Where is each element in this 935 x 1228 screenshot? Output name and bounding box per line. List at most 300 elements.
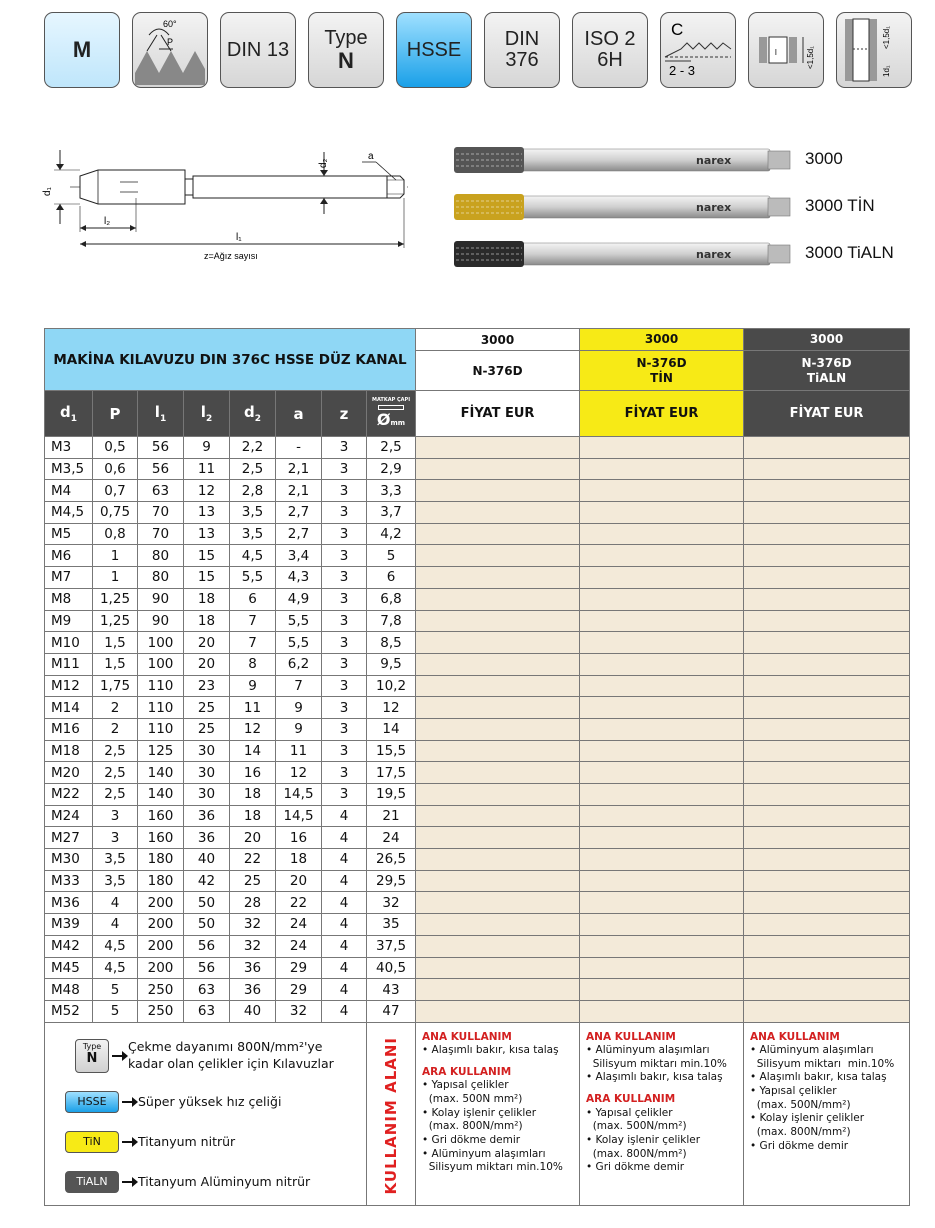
table-row (45, 935, 910, 957)
table-cell: 14,5 (276, 784, 322, 806)
table-cell: 2,1 (276, 458, 322, 480)
drill-unit: mm (390, 418, 406, 427)
table-cell: 2,7 (276, 523, 322, 545)
price-cell (416, 805, 580, 827)
usage-section-title: ARA KULLANIM (586, 1093, 676, 1106)
drill-header-text: MATKAP ÇAPI (371, 397, 411, 404)
usage-line: Silisyum miktarı min.10% (750, 1057, 895, 1070)
table-cell: 11 (184, 458, 230, 480)
table-cell: 4 (93, 892, 138, 914)
col-header-d2-main: d (243, 403, 255, 421)
table-row (45, 892, 910, 914)
table-cell: 25 (230, 870, 276, 892)
usage-line: • Alaşımlı bakır, kısa talaş (586, 1071, 723, 1084)
table-cell: 1,5 (93, 632, 138, 654)
table-cell: 30 (184, 784, 230, 806)
table-cell: M20 (45, 762, 93, 784)
badge-type (308, 12, 384, 88)
table-cell: M48 (45, 979, 93, 1001)
table-cell: 23 (184, 675, 230, 697)
table-cell: 200 (138, 892, 184, 914)
table-row (45, 458, 910, 480)
table-cell: 3 (322, 697, 367, 719)
price-cell (416, 502, 580, 524)
col-header-d1-main: d (59, 403, 71, 421)
dim-l1-label: l₁ (236, 232, 242, 243)
tool-label: 3000 TİN (805, 196, 875, 215)
price-cell (580, 892, 744, 914)
price-cell (744, 979, 910, 1001)
price-cell (744, 437, 910, 459)
table-cell: 2,2 (230, 437, 276, 459)
diameter-icon: Ø (376, 409, 391, 429)
badge-type-label: Type (324, 26, 368, 49)
table-cell: 18 (184, 610, 230, 632)
usage-line: Silisyum miktarı min.10% (586, 1057, 727, 1070)
table-cell: 12 (367, 697, 416, 719)
usage-line: • Gri dökme demir (422, 1134, 521, 1147)
legend-area (45, 1022, 367, 1205)
table-cell: M10 (45, 632, 93, 654)
price-cell (416, 740, 580, 762)
legend-type-label: Type (82, 1041, 102, 1051)
table-cell: 24 (276, 914, 322, 936)
table-cell: 50 (184, 892, 230, 914)
price-cell (744, 502, 910, 524)
table-cell: M9 (45, 610, 93, 632)
price-cell (416, 935, 580, 957)
legend-tin-text: Titanyum nitrür (138, 1134, 236, 1150)
legend-tialn-badge: TiALN (65, 1171, 119, 1193)
usage-line: (max. 800N/mm²) (422, 1120, 523, 1133)
table-cell: 20 (184, 632, 230, 654)
price-header-1: FİYAT EUR (416, 391, 580, 437)
table-cell: M18 (45, 740, 93, 762)
table-cell: 19,5 (367, 784, 416, 806)
table-cell: 2,9 (367, 458, 416, 480)
usage-line: • Alüminyum alaşımları (422, 1147, 546, 1160)
table-cell: 63 (184, 1000, 230, 1022)
table-row (45, 849, 910, 871)
table-row (45, 914, 910, 936)
usage-line: (max. 500N/mm²) (750, 1098, 851, 1111)
table-cell: 3 (322, 588, 367, 610)
usage-line: • Yapısal çelikler (422, 1079, 509, 1092)
price-cell (580, 740, 744, 762)
table-cell: 4,5 (230, 545, 276, 567)
table-cell: 5,5 (276, 632, 322, 654)
legend-tialn (65, 1171, 310, 1193)
price-cell (744, 697, 910, 719)
table-cell: M5 (45, 523, 93, 545)
legend-type (75, 1039, 334, 1073)
table-cell: 3 (322, 718, 367, 740)
table-row (45, 523, 910, 545)
badge-din13-label: DIN 13 (226, 38, 290, 61)
price-cell (744, 632, 910, 654)
tool-label: 3000 TiALN (805, 243, 894, 262)
table-cell: 3 (322, 480, 367, 502)
table-cell: 30 (184, 740, 230, 762)
table-cell: 63 (138, 480, 184, 502)
spec-badges (44, 12, 904, 88)
legend-hsse (65, 1091, 281, 1113)
tap-photo (450, 142, 795, 178)
table-cell: 3 (322, 437, 367, 459)
price-cell (580, 545, 744, 567)
table-cell: 56 (138, 458, 184, 480)
table-title: MAKİNA KILAVUZU DIN 376C HSSE DÜZ KANAL (45, 329, 416, 391)
table-cell: 2,5 (93, 740, 138, 762)
table-cell: 0,5 (93, 437, 138, 459)
table-cell: 37,5 (367, 935, 416, 957)
table-cell: - (276, 437, 322, 459)
through-hole-icon (749, 13, 823, 87)
table-cell: 3,5 (230, 502, 276, 524)
price-cell (416, 437, 580, 459)
price-cell (416, 458, 580, 480)
table-row (45, 1000, 910, 1022)
table-cell: 0,8 (93, 523, 138, 545)
legend-hsse-badge: HSSE (65, 1091, 119, 1113)
price-cell (744, 588, 910, 610)
table-cell: 18 (230, 805, 276, 827)
table-cell: 40,5 (367, 957, 416, 979)
table-cell: M7 (45, 567, 93, 589)
usage-line: • Kolay işlenir çelikler (586, 1134, 701, 1147)
table-cell: 4 (322, 870, 367, 892)
thread-profile-icon (133, 13, 207, 87)
price-cell (744, 458, 910, 480)
table-cell: 18 (276, 849, 322, 871)
table-row (45, 979, 910, 1001)
table-cell: 2,5 (367, 437, 416, 459)
price-cell (744, 610, 910, 632)
table-cell: 3,5 (93, 849, 138, 871)
variant-3-coating: TiALN (806, 370, 847, 385)
usage-variant-2 (580, 1022, 744, 1205)
table-cell: 100 (138, 632, 184, 654)
usage-line: (max. 500N/mm²) (586, 1120, 687, 1133)
table-cell: 4,9 (276, 588, 322, 610)
table-cell: 4 (322, 979, 367, 1001)
variant-1-code: 3000 (416, 329, 580, 351)
table-cell: M4,5 (45, 502, 93, 524)
price-cell (580, 870, 744, 892)
price-cell (416, 480, 580, 502)
tool-row (450, 236, 910, 272)
table-cell: 1 (93, 545, 138, 567)
table-cell: M14 (45, 697, 93, 719)
price-cell (744, 718, 910, 740)
table-row (45, 675, 910, 697)
table-cell: M39 (45, 914, 93, 936)
table-cell: 15 (184, 567, 230, 589)
usage-line: • Alüminyum alaşımları (586, 1044, 710, 1057)
legend-type-badge (75, 1039, 109, 1073)
usage-line: (max. 800N/mm²) (750, 1126, 851, 1139)
table-cell: 8,5 (367, 632, 416, 654)
price-cell (580, 480, 744, 502)
table-cell: 6,2 (276, 653, 322, 675)
table-cell: 90 (138, 610, 184, 632)
table-cell: 4 (322, 849, 367, 871)
variant-2-name (580, 351, 744, 391)
badge-hsse (396, 12, 472, 88)
thread-pitch-label: P (167, 37, 174, 47)
usage-line: • Kolay işlenir çelikler (750, 1112, 865, 1125)
price-cell (416, 1000, 580, 1022)
price-cell (744, 567, 910, 589)
table-cell: 7,8 (367, 610, 416, 632)
table-row (45, 632, 910, 654)
usage-section-title: ANA KULLANIM (586, 1030, 676, 1043)
table-cell: 25 (184, 697, 230, 719)
variant-1-name-text: N-376D (472, 363, 523, 378)
col-header-p-main: P (109, 404, 121, 423)
table-cell: 80 (138, 545, 184, 567)
table-cell: 70 (138, 523, 184, 545)
table-cell: M24 (45, 805, 93, 827)
table-row (45, 784, 910, 806)
table-row (45, 957, 910, 979)
price-cell (744, 957, 910, 979)
table-cell: 110 (138, 675, 184, 697)
price-cell (416, 697, 580, 719)
price-cell (416, 545, 580, 567)
table-cell: 3,4 (276, 545, 322, 567)
table-cell: 5 (93, 979, 138, 1001)
usage-section-title: ANA KULLANIM (750, 1030, 840, 1043)
badge-hsse-label: HSSE (406, 38, 462, 61)
table-cell: 4,2 (367, 523, 416, 545)
table-row (45, 545, 910, 567)
table-row (45, 588, 910, 610)
table-cell: 30 (184, 762, 230, 784)
price-cell (744, 653, 910, 675)
table-cell: 6 (367, 567, 416, 589)
table-cell: 3 (322, 784, 367, 806)
price-cell (416, 567, 580, 589)
table-cell: 1 (93, 567, 138, 589)
table-cell: 8 (230, 653, 276, 675)
price-cell (744, 675, 910, 697)
table-cell: 3,5 (93, 870, 138, 892)
usage-section-title: ANA KULLANIM (422, 1030, 512, 1043)
price-cell (416, 784, 580, 806)
table-cell: 9 (276, 697, 322, 719)
price-cell (744, 523, 910, 545)
price-cell (744, 740, 910, 762)
table-cell: 250 (138, 979, 184, 1001)
price-cell (744, 870, 910, 892)
badge-iso (572, 12, 648, 88)
price-cell (580, 762, 744, 784)
table-cell: 4,5 (93, 957, 138, 979)
col-header-z (322, 391, 367, 437)
price-header-2: FİYAT EUR (580, 391, 744, 437)
table-cell: 3 (322, 632, 367, 654)
table-cell: 140 (138, 784, 184, 806)
price-cell (416, 762, 580, 784)
table-cell: 16 (230, 762, 276, 784)
table-cell: 2,5 (93, 784, 138, 806)
badge-metric (44, 12, 120, 88)
table-cell: 16 (276, 827, 322, 849)
badge-din376-top: DIN (504, 28, 540, 50)
table-row (45, 610, 910, 632)
usage-gap (422, 1058, 573, 1066)
brand-logo-text: narex (696, 248, 732, 261)
table-cell: 3 (322, 610, 367, 632)
price-cell (580, 610, 744, 632)
table-cell: M8 (45, 588, 93, 610)
price-cell (416, 718, 580, 740)
price-cell (580, 632, 744, 654)
table-cell: 26,5 (367, 849, 416, 871)
table-cell: 36 (184, 827, 230, 849)
table-cell: 0,75 (93, 502, 138, 524)
table-cell: 56 (138, 437, 184, 459)
col-header-l2-sub: 2 (205, 414, 213, 424)
col-header-l1-sub: 1 (159, 414, 167, 424)
table-row (45, 827, 910, 849)
table-cell: 110 (138, 718, 184, 740)
table-cell: 36 (230, 957, 276, 979)
legend-hsse-text: Süper yüksek hız çeliği (138, 1094, 282, 1110)
table-cell: 4 (322, 892, 367, 914)
tap-dimension-drawing (40, 140, 420, 270)
table-cell: 110 (138, 697, 184, 719)
legend-type-text-1: Çekme dayanımı 800N/mm²'ye (128, 1039, 323, 1055)
table-cell: 180 (138, 870, 184, 892)
table-cell: 4 (93, 914, 138, 936)
table-cell: 9 (276, 718, 322, 740)
table-cell: 6 (230, 588, 276, 610)
table-cell: 20 (230, 827, 276, 849)
table-row (45, 697, 910, 719)
table-cell: 100 (138, 653, 184, 675)
arrow-icon (122, 1101, 134, 1103)
tool-row (450, 189, 910, 225)
table-cell: 3 (322, 502, 367, 524)
table-cell: 4,3 (276, 567, 322, 589)
table-cell: 3 (322, 523, 367, 545)
badge-chamfer (660, 12, 736, 88)
table-cell: 35 (367, 914, 416, 936)
dim-d1-label: d₁ (42, 187, 53, 196)
legend-tialn-text: Titanyum Alüminyum nitrür (138, 1174, 311, 1190)
price-cell (416, 588, 580, 610)
price-cell (580, 914, 744, 936)
table-row (45, 653, 910, 675)
table-cell: 43 (367, 979, 416, 1001)
col-header-l1-main: l (154, 403, 160, 421)
table-cell: 0,6 (93, 458, 138, 480)
blind-hole-bottom: 1d₁ (882, 65, 891, 77)
table-cell: M12 (45, 675, 93, 697)
price-cell (580, 935, 744, 957)
table-cell: 3 (322, 545, 367, 567)
variant-3-code: 3000 (744, 329, 910, 351)
variant-2-name-text: N-376D (636, 355, 687, 370)
price-cell (744, 762, 910, 784)
legend-type-value: N (86, 1051, 98, 1067)
col-header-p (93, 391, 138, 437)
table-cell: 140 (138, 762, 184, 784)
table-cell: 11 (276, 740, 322, 762)
badge-iso-bottom: 6H (597, 49, 623, 71)
tool-row (450, 142, 910, 178)
table-cell: 25 (184, 718, 230, 740)
table-cell: M27 (45, 827, 93, 849)
table-cell: 2,5 (93, 762, 138, 784)
usage-line: • Alaşımlı bakır, kısa talaş (750, 1071, 887, 1084)
table-cell: 56 (184, 957, 230, 979)
table-cell: 3,3 (367, 480, 416, 502)
table-cell: 12 (276, 762, 322, 784)
price-cell (744, 827, 910, 849)
dim-l2-label: l₂ (104, 216, 111, 227)
col-header-l2-main: l (200, 403, 206, 421)
table-cell: 42 (184, 870, 230, 892)
dim-a-label: a (368, 151, 374, 162)
price-cell (416, 914, 580, 936)
table-cell: 40 (184, 849, 230, 871)
table-cell: 18 (230, 784, 276, 806)
blind-hole-depth: <1,5d₁ (882, 26, 891, 49)
badge-type-value: N (338, 47, 354, 73)
usage-area-label-cell (367, 1022, 416, 1205)
col-header-z-main: z (339, 404, 349, 423)
badge-thread-profile (132, 12, 208, 88)
table-cell: 24 (367, 827, 416, 849)
table-cell: 9,5 (367, 653, 416, 675)
table-cell: M16 (45, 718, 93, 740)
col-header-l1 (138, 391, 184, 437)
col-header-d2-sub: 2 (254, 414, 261, 424)
tool-label: 3000 (805, 149, 843, 168)
usage-line: • Yapısal çelikler (586, 1106, 673, 1119)
table-cell: 6,8 (367, 588, 416, 610)
price-cell (744, 914, 910, 936)
table-cell: 4 (322, 957, 367, 979)
tap-photo (450, 189, 795, 225)
table-cell: 7 (230, 610, 276, 632)
table-cell: M52 (45, 1000, 93, 1022)
price-cell (580, 849, 744, 871)
table-cell: M3 (45, 437, 93, 459)
table-cell: 80 (138, 567, 184, 589)
col-header-l2 (184, 391, 230, 437)
table-cell: 32 (276, 1000, 322, 1022)
table-cell: 4,5 (93, 935, 138, 957)
table-cell: M30 (45, 849, 93, 871)
badge-iso-top: ISO 2 (584, 28, 636, 50)
table-cell: 14,5 (276, 805, 322, 827)
table-cell: 160 (138, 827, 184, 849)
table-cell: M45 (45, 957, 93, 979)
table-cell: 2,1 (276, 480, 322, 502)
price-cell (744, 892, 910, 914)
z-note-label: z=Ağız sayısı (204, 251, 258, 261)
table-row (45, 762, 910, 784)
table-row (45, 718, 910, 740)
table-cell: 29 (276, 957, 322, 979)
variant-3-name (744, 351, 910, 391)
table-cell: 11 (230, 697, 276, 719)
legend-tin (65, 1131, 235, 1153)
